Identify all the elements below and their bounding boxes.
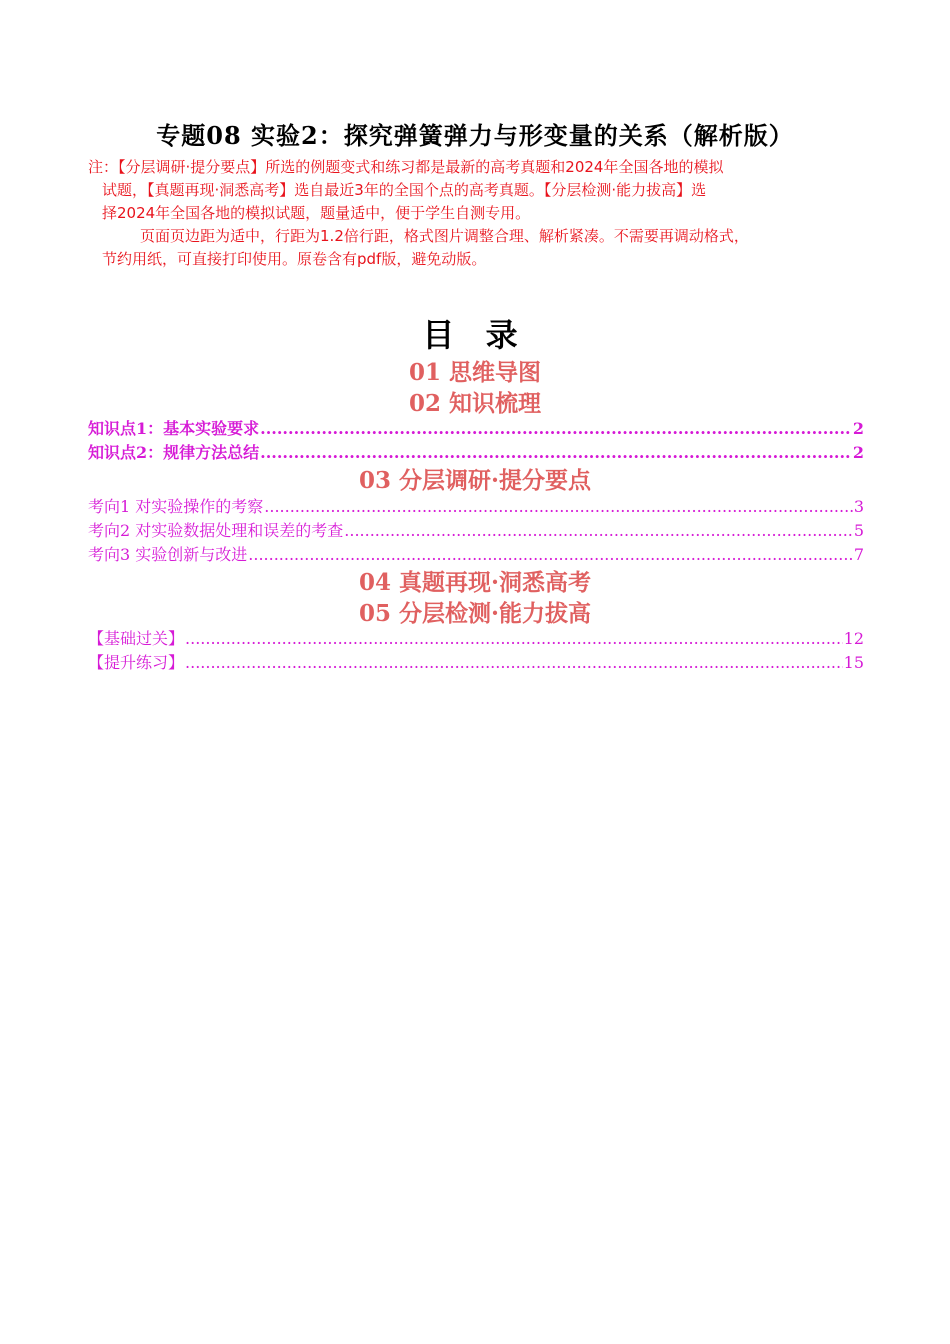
toc-leader-dots bbox=[344, 521, 853, 540]
toc-entry-page: 12 bbox=[843, 629, 864, 648]
toc-entry[interactable] bbox=[88, 440, 864, 462]
toc-entry[interactable] bbox=[88, 626, 864, 648]
toc-leader-dots bbox=[260, 419, 852, 438]
toc-entry[interactable] bbox=[88, 494, 864, 516]
toc-entry-label: 考向2 对实验数据处理和误差的考查 bbox=[88, 521, 344, 540]
note-line: 择2024年全国各地的模拟试题，题量适中，便于学生自测专用。 bbox=[102, 204, 531, 222]
toc-entry-label: 知识点2：规律方法总结 bbox=[88, 443, 260, 462]
note-block bbox=[88, 156, 863, 271]
page-title: 专题08 实验2：探究弹簧弹力与形变量的关系（解析版） bbox=[156, 121, 794, 150]
toc-leader-dots bbox=[248, 545, 853, 564]
toc-entry-page: 15 bbox=[843, 653, 864, 672]
toc-entry-label: 知识点1：基本实验要求 bbox=[88, 419, 260, 438]
toc-section-research[interactable]: 03 分层调研·提分要点 bbox=[358, 467, 592, 494]
note-line: 试题，【真题再现·洞悉高考】选自最近3年的全国个点的高考真题。【分层检测·能力拔高】选 bbox=[102, 181, 707, 199]
toc-entry-page: 7 bbox=[853, 545, 864, 564]
toc-entry-label: 考向3 实验创新与改进 bbox=[88, 545, 248, 564]
toc-leader-dots bbox=[185, 629, 843, 648]
toc-section-real-exam[interactable]: 04 真题再现·洞悉高考 bbox=[358, 569, 592, 596]
toc-entry[interactable] bbox=[88, 650, 864, 672]
toc-entry-page: 2 bbox=[852, 419, 864, 438]
toc-entry-label: 【提升练习】 bbox=[88, 653, 185, 672]
toc-leader-dots bbox=[260, 443, 852, 462]
toc-title: 目 录 bbox=[422, 316, 528, 354]
toc-entry[interactable] bbox=[88, 542, 864, 564]
toc-leader-dots bbox=[185, 653, 843, 672]
toc-entry-label: 考向1 对实验操作的考察 bbox=[88, 497, 264, 516]
toc-entry-page: 3 bbox=[853, 497, 864, 516]
note-line: 注：【分层调研·提分要点】所选的例题变式和练习都是最新的高考真题和2024年全国各地的模拟 bbox=[88, 158, 724, 176]
toc-entry[interactable] bbox=[88, 416, 864, 438]
note-line: 节约用纸，可直接打印使用。原卷含有pdf版，避免动版。 bbox=[102, 250, 487, 268]
toc-section-knowledge[interactable]: 02 知识梳理 bbox=[408, 390, 541, 417]
toc-leader-dots bbox=[264, 497, 853, 516]
toc-entry-page: 2 bbox=[852, 443, 864, 462]
toc-section-layered-test[interactable]: 05 分层检测·能力拔高 bbox=[358, 600, 592, 627]
toc-entry-label: 【基础过关】 bbox=[88, 629, 185, 648]
toc-entry-page: 5 bbox=[853, 521, 864, 540]
toc-section-mindmap[interactable]: 01 思维导图 bbox=[408, 359, 541, 386]
toc-entry[interactable] bbox=[88, 518, 864, 540]
note-line: 页面页边距为适中，行距为1.2倍行距，格式图片调整合理、解析紧凑。不需要再调动格式， bbox=[140, 227, 749, 245]
